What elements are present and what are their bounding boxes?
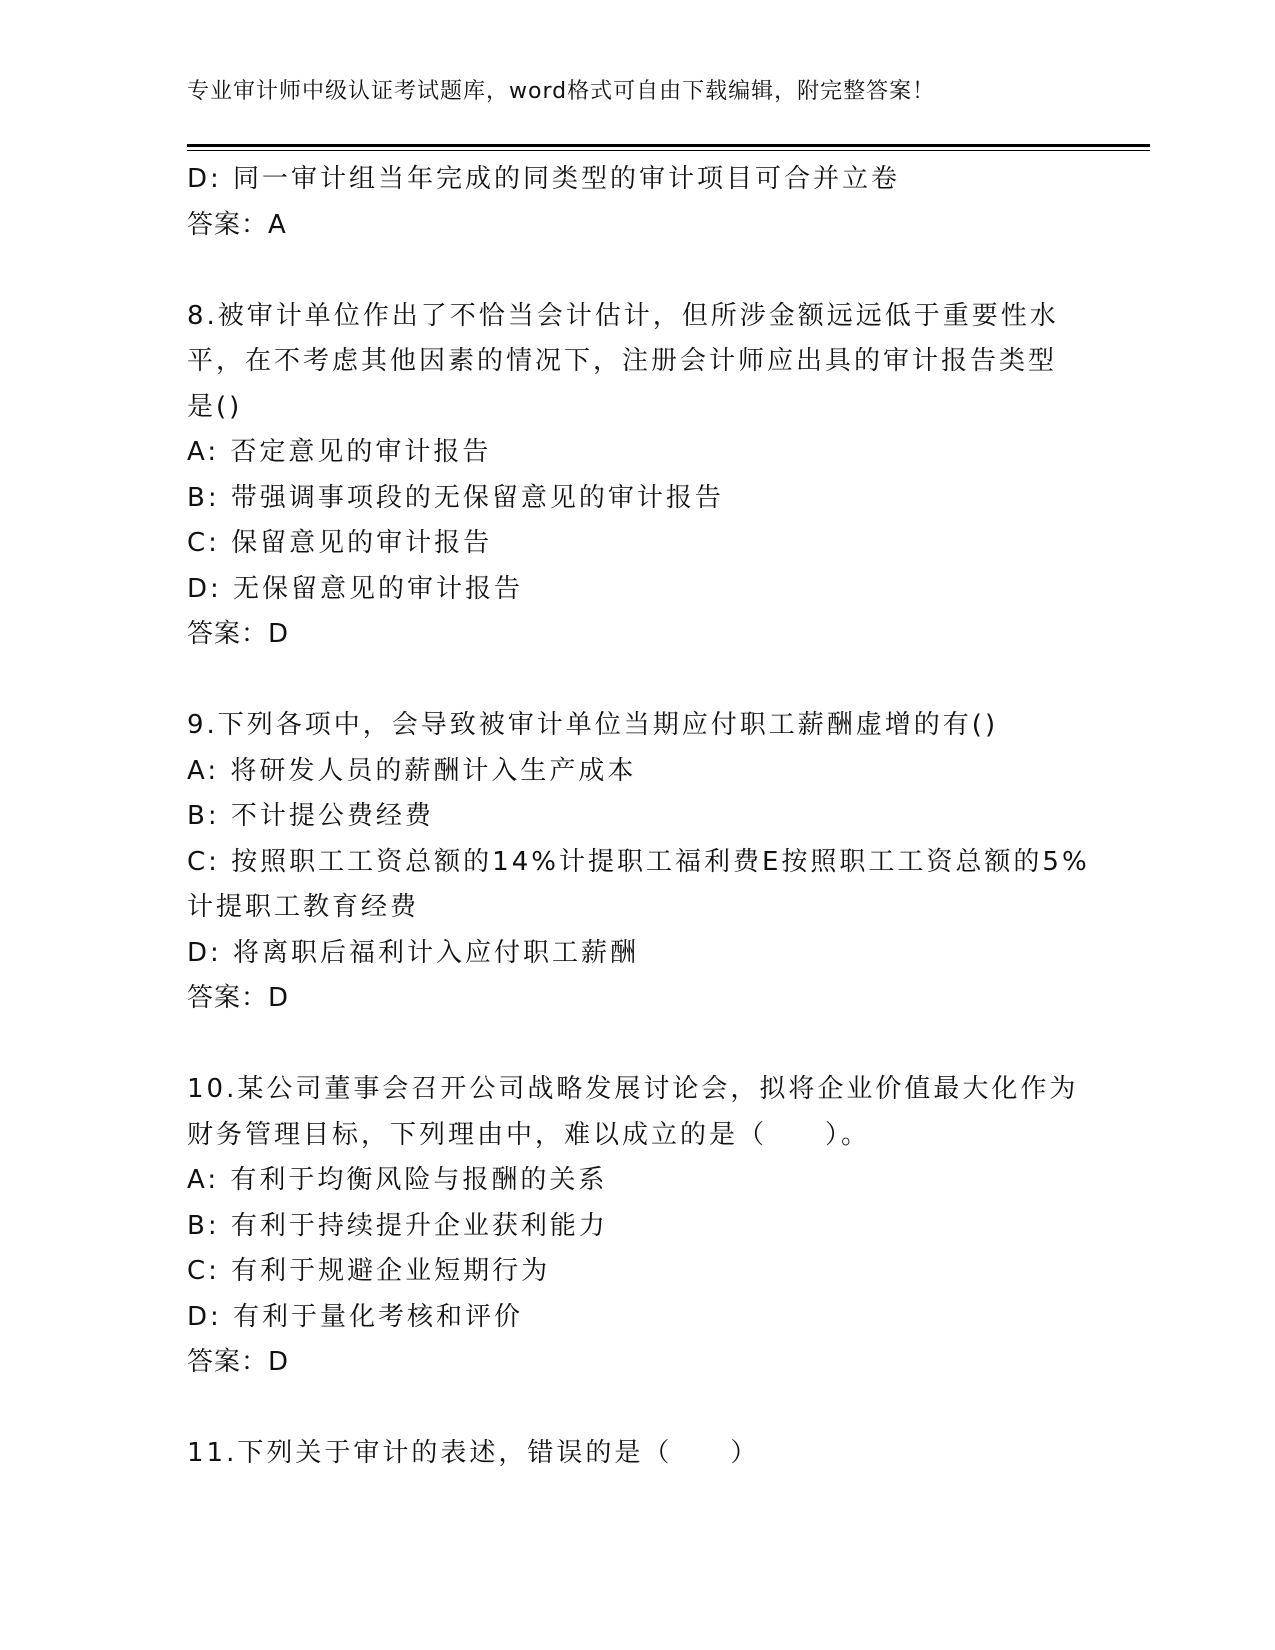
q9-option-c-continued: 计提职工教育经费 <box>187 892 420 922</box>
header-rule-thin <box>187 150 1150 151</box>
question-10 <box>187 1067 1087 1386</box>
prev-option-d: D: 同一审计组当年完成的同类型的审计项目可合并立卷 <box>187 164 901 194</box>
question-9 <box>187 703 1090 1022</box>
q8-option-b: B: 带强调事项段的无保留意见的审计报告 <box>187 482 724 513</box>
question-content <box>187 157 1090 1477</box>
q9-option-a: A: 将研发人员的薪酬计入生产成本 <box>187 755 637 786</box>
q8-option-d: D: 无保留意见的审计报告 <box>187 573 524 604</box>
q8-stem-line-2: 平，在不考虑其他因素的情况下，注册会计师应出具的审计报告类型 <box>187 346 1058 376</box>
spacer <box>187 1386 1087 1432</box>
q9-option-d: D: 将离职后福利计入应付职工薪酬 <box>187 937 640 968</box>
q8-stem-line-3: 是() <box>187 391 243 422</box>
q8-option-c: C: 保留意见的审计报告 <box>187 528 493 558</box>
prev-answer: 答案：A <box>187 209 287 240</box>
q10-option-d: D: 有利于量化考核和评价 <box>187 1301 524 1332</box>
spacer <box>187 1022 1087 1068</box>
q10-option-a: A: 有利于均衡风险与报酬的关系 <box>187 1165 608 1195</box>
question-8 <box>187 294 1087 658</box>
question-11 <box>187 1431 1087 1477</box>
q10-stem-line-1: 10.某公司董事会召开公司战略发展讨论会，拟将企业价值最大化作为 <box>187 1074 1079 1104</box>
q10-stem-line-2: 财务管理目标，下列理由中，难以成立的是（ ）。 <box>187 1119 871 1150</box>
q9-option-c: C: 按照职工工资总额的14%计提职工福利费E按照职工工资总额的5% <box>187 846 1090 877</box>
q9-answer: 答案：D <box>187 983 290 1013</box>
q8-stem-line-1: 8.被审计单位作出了不恰当会计估计，但所涉金额远远低于重要性水 <box>187 300 1059 331</box>
q10-option-c: C: 有利于规避企业短期行为 <box>187 1256 551 1286</box>
q10-answer: 答案：D <box>187 1347 290 1377</box>
page-header: 专业审计师中级认证考试题库，word格式可自由下载编辑，附完整答案！ <box>187 79 936 104</box>
q9-stem-line-1: 9.下列各项中，会导致被审计单位当期应付职工薪酬虚增的有() <box>187 710 999 740</box>
header-rule-thick <box>187 144 1150 147</box>
q10-option-b: B: 有利于持续提升企业获利能力 <box>187 1210 608 1241</box>
spacer <box>187 248 1087 294</box>
spacer <box>187 658 1087 704</box>
q8-option-a: A: 否定意见的审计报告 <box>187 437 492 467</box>
q9-option-b: B: 不计提公费经费 <box>187 801 434 831</box>
q8-answer: 答案：D <box>187 619 290 649</box>
q11-stem-line-1: 11.下列关于审计的表述，错误的是（ ） <box>187 1438 760 1468</box>
